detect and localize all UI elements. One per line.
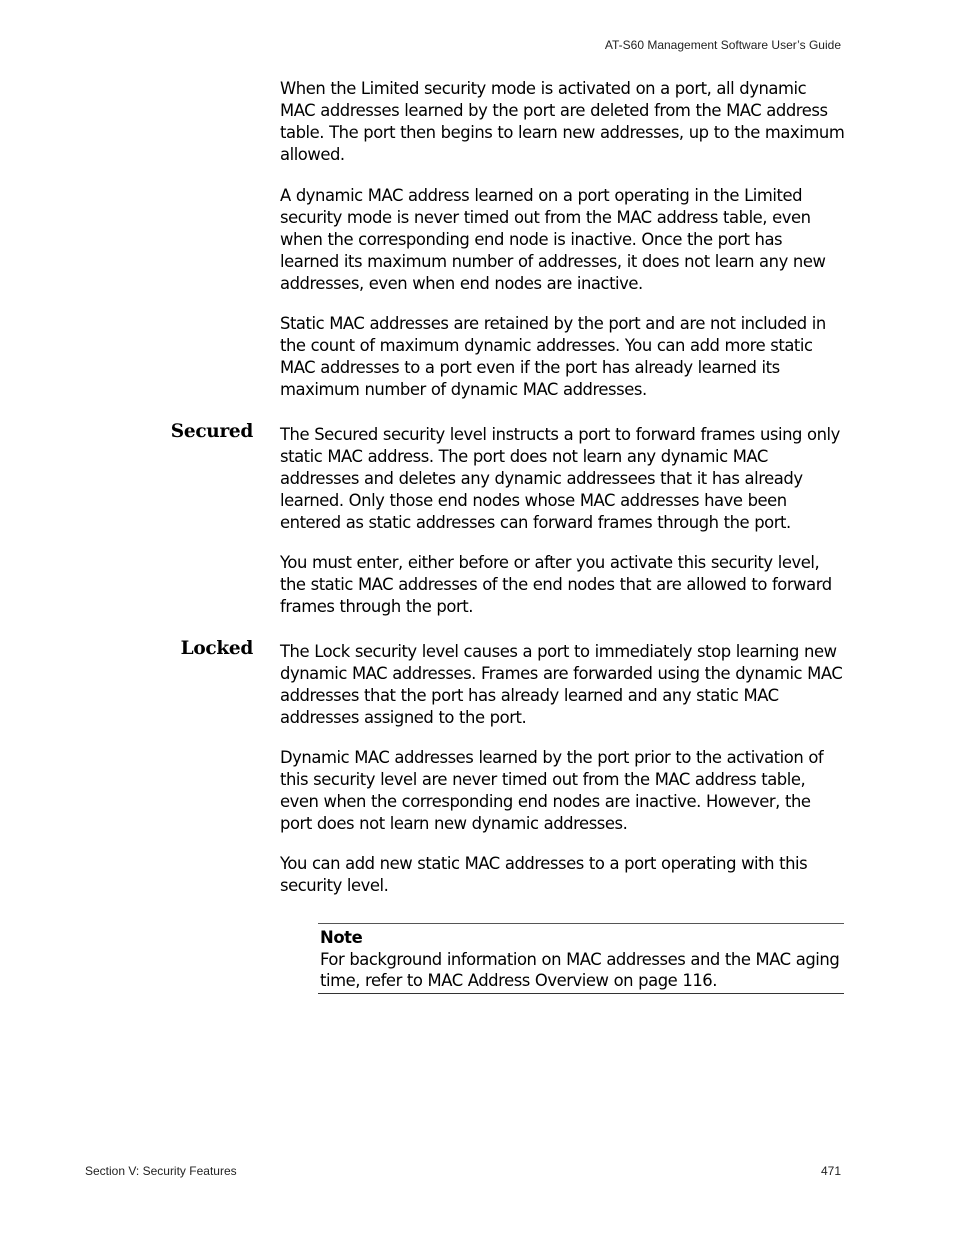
limited-paragraph-1	[280, 78, 845, 166]
secured-paragraph-2	[280, 552, 845, 618]
paragraph-text: The Secured security level instructs a port to forward frames using only static MAC address. The port does not learn any dynamic MAC addresses and deletes any dynamic addressees that it has already learned. Only those end nodes whose MAC addresses have been entered as static addresses can forward frames through the port.	[280, 425, 840, 532]
limited-paragraph-2	[280, 185, 845, 295]
paragraph-text: When the Limited security mode is activated on a port, all dynamic MAC addresses learned by the port are deleted from the MAC address table. The port then begins to learn new addresses, up to the maximum allowed.	[280, 79, 845, 164]
paragraph-text: You must enter, either before or after you activate this security level, the static MAC addresses of the end nodes that are allowed to forward frames through the port.	[280, 553, 832, 616]
note-title: Note	[320, 928, 363, 947]
note-body: For background information on MAC addresses and the MAC aging time, refer to MAC Address Overview on page 116.	[320, 950, 840, 990]
running-header: AT-S60 Management Software User’s Guide	[604, 38, 841, 52]
paragraph-text: A dynamic MAC address learned on a port operating in the Limited security mode is never timed out from the MAC address table, even when the corresponding end node is inactive. Once the port has learned its maximum number of addresses, it does not learn any new addresses, even when end nodes are inactive.	[280, 186, 826, 293]
note-box	[318, 923, 844, 994]
locked-paragraph-2	[280, 747, 845, 835]
paragraph-text: You can add new static MAC addresses to a port operating with this security level.	[280, 854, 808, 895]
paragraph-text: The Lock security level causes a port to immediately stop learning new dynamic MAC addresses. Frames are forwarded using the dynamic MAC addresses that the port has already learned and any static MAC addresses assigned to the port.	[280, 642, 843, 727]
footer-page-number: 471	[820, 1164, 841, 1178]
paragraph-text: Static MAC addresses are retained by the port and are not included in the count of maximum dynamic addresses. You can add more static MAC addresses to a port even if the port has already learned its maximum number of dynamic MAC addresses.	[280, 314, 826, 399]
locked-paragraph-1	[280, 641, 845, 729]
secured-paragraph-1	[280, 424, 845, 534]
locked-heading: Locked	[180, 638, 253, 659]
paragraph-text: Dynamic MAC addresses learned by the port prior to the activation of this security level are never timed out from the MAC address table, even when the corresponding end nodes are inactive. However, the port does not learn new dynamic addresses.	[280, 748, 824, 833]
footer-section-label: Section V: Security Features	[85, 1164, 237, 1178]
locked-paragraph-3	[280, 853, 845, 897]
limited-paragraph-3	[280, 313, 845, 401]
secured-heading: Secured	[170, 421, 253, 442]
